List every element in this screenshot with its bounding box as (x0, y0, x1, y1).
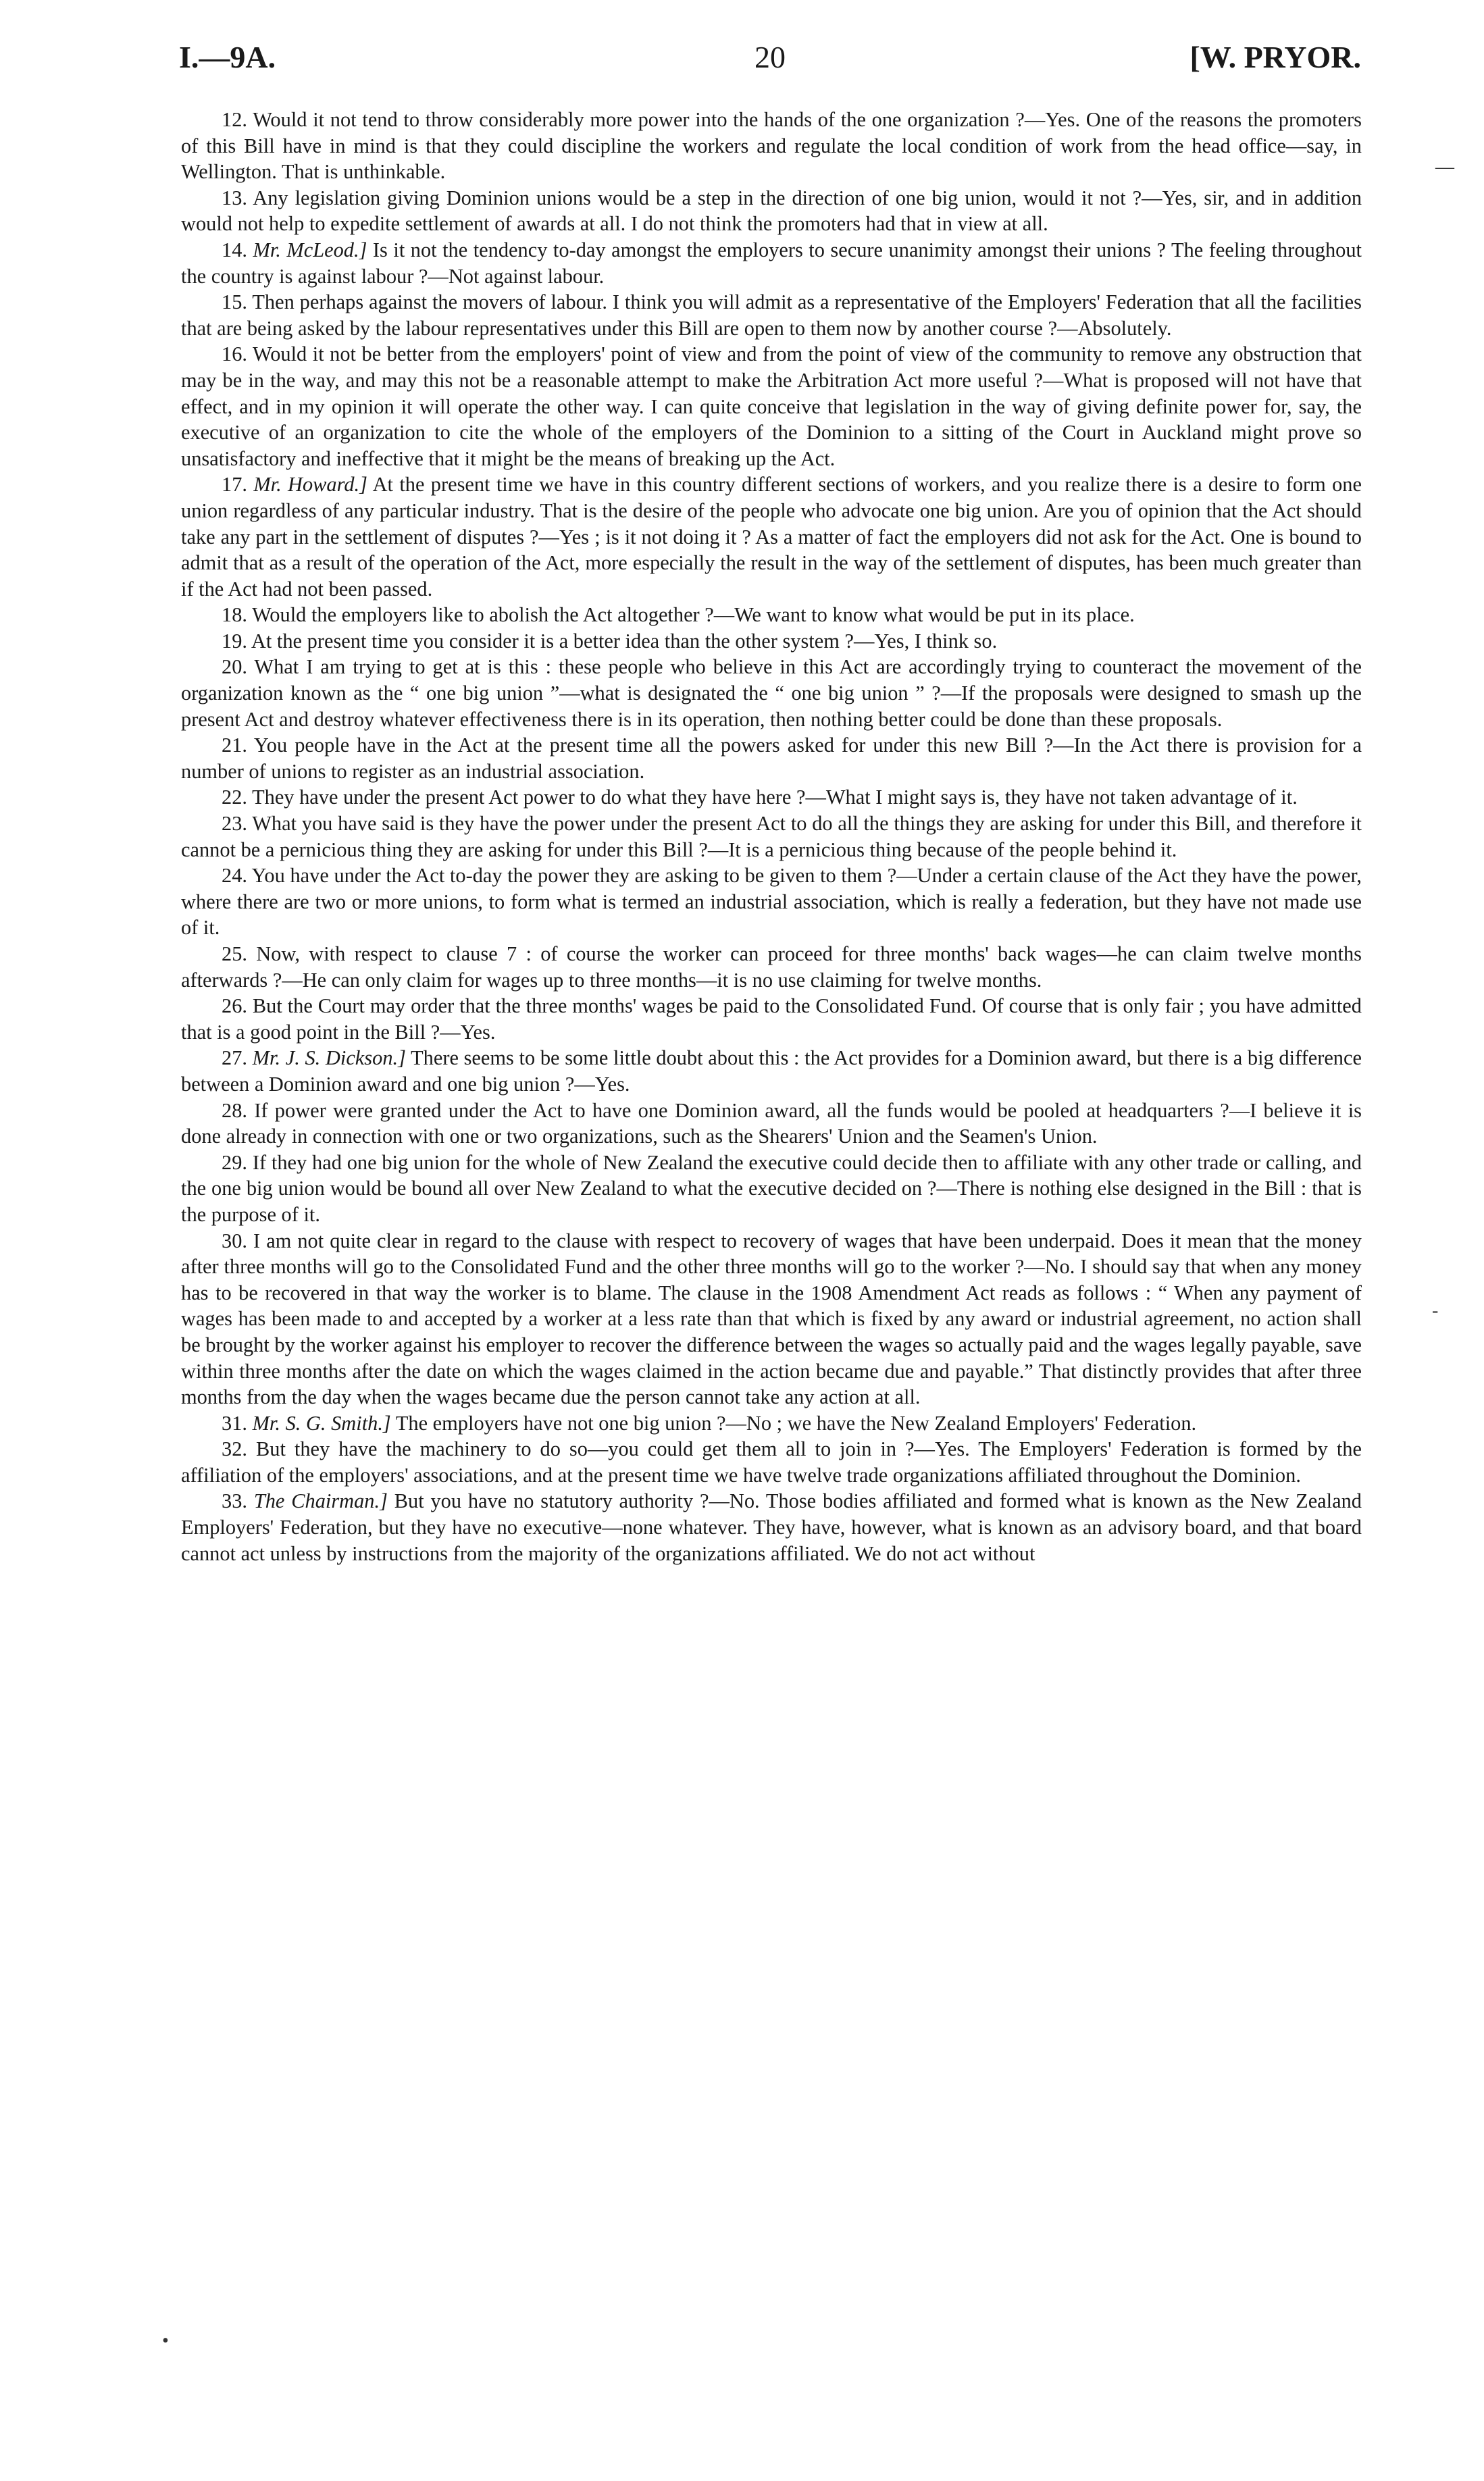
question-number: 20. (222, 655, 247, 679)
question-paragraph (181, 863, 1362, 941)
question-number: 15. (222, 290, 247, 314)
question-number: 33. (222, 1489, 247, 1513)
question-number: 29. (222, 1150, 247, 1174)
question-paragraph (181, 471, 1362, 602)
paragraph-text: What I am trying to get at is this : these people who believe in this Act are accordingly trying to counteract the movement of the organization known as the “ one big union ”—what is designated the “ one big union ” ?—If the proposals were designed to smash up the present Act and destroy whatever effectiveness there is in its operation, then nothing better could be done than these proposals. (181, 655, 1362, 731)
speaker-name: Mr. S. G. Smith.] (252, 1411, 391, 1435)
question-number: 18. (222, 603, 247, 627)
question-number: 21. (222, 734, 247, 757)
question-paragraph (181, 784, 1362, 811)
paragraph-text: The employers have not one big union ?—No ; we have the New Zealand Employers' Federation. (395, 1411, 1197, 1435)
question-number: 13. (222, 186, 247, 209)
body-text (181, 107, 1362, 1566)
question-paragraph (181, 1436, 1362, 1488)
question-paragraph (181, 602, 1362, 628)
question-paragraph (181, 1228, 1362, 1410)
question-paragraph (181, 941, 1362, 993)
question-paragraph (181, 237, 1362, 289)
question-number: 25. (222, 942, 247, 965)
question-paragraph (181, 1045, 1362, 1097)
question-number: 14. (222, 238, 247, 261)
document-reference: I.—9A. (179, 40, 276, 74)
page-number: 20 (754, 40, 786, 74)
question-paragraph (181, 289, 1362, 341)
question-paragraph (181, 732, 1362, 784)
question-paragraph (181, 1098, 1362, 1150)
paragraph-text: Would the employers like to abolish the Act altogether ?—We want to know what would be put in its place. (252, 603, 1135, 627)
paragraph-text: At the present time we have in this country different sections of workers, and you realize there is a desire to form one union regardless of any particular industry. That is the desire of the people who advocate one big union. Are you of opinion that the Act should take any part in the settlement of disputes ?—Yes ; is it not doing it ? As a matter of fact the employers did not ask for the Act. One is bound to admit that as a result of the operation of the Act, more especially the result in the way of the settlement of disputes, has been much greater than if the Act had not been passed. (181, 473, 1362, 600)
paragraph-text: They have under the present Act power to do what they have here ?—What I might says is, they have not taken advantage of it. (252, 786, 1298, 809)
question-paragraph (181, 107, 1362, 185)
question-number: 12. (222, 108, 247, 131)
question-paragraph (181, 341, 1362, 471)
question-number: 24. (222, 864, 247, 888)
page-header (179, 39, 1361, 86)
speaker-name: Mr. J. S. Dickson.] (252, 1046, 406, 1070)
paragraph-text: Then perhaps against the movers of labour. I think you will admit as a representative of the Employers' Federation that all the facilities that are being asked by the labour representatives under this Bill are open to them now by another course ?—Absolutely. (181, 290, 1362, 340)
question-paragraph (181, 185, 1362, 237)
paragraph-text: What you have said is they have the power under the present Act to do all the things they are asking for under this Bill, and therefore it cannot be a pernicious thing they are asking for under this Bill ?—It is a pernicious thing because of the people behind it. (181, 812, 1362, 861)
question-paragraph (181, 1488, 1362, 1566)
question-paragraph (181, 1410, 1362, 1437)
paragraph-text: But the Court may order that the three months' wages be paid to the Consolidated Fund. Of course that is only fair ; you have admitted that is a good point in the Bill ?—Yes. (181, 994, 1362, 1044)
question-number: 32. (222, 1437, 247, 1461)
question-number: 23. (222, 812, 247, 836)
margin-mark-tick: ‐ (1432, 1300, 1439, 1321)
paragraph-text: You people have in the Act at the present time all the powers asked for under this new Bill ?—In the Act there is provision for a number of unions to register as an industrial association. (181, 734, 1362, 783)
paragraph-text: Any legislation giving Dominion unions would be a step in the direction of one big union, would it not ?—Yes, sir, and in addition would not help to expedite settlement of awards at all. I do not think the promoters had that in view at all. (181, 186, 1362, 236)
speaker-name: Mr. McLeod.] (253, 238, 367, 261)
witness-name: [W. PRYOR. (1189, 40, 1361, 74)
speaker-name: Mr. Howard.] (253, 473, 367, 496)
question-paragraph (181, 654, 1362, 732)
paragraph-text: Now, with respect to clause 7 : of course the worker can proceed for three months' back wages—he can claim twelve months afterwards ?—He can only claim for wages up to three months—it is no use claiming for twelve months. (181, 942, 1362, 992)
speaker-name: The Chairman.] (253, 1489, 388, 1513)
paragraph-text: But they have the machinery to do so—you could get them all to join in ?—Yes. The Employers' Federation is formed by the affiliation of the employers' associations, and at the present time we have twelve trade organizations affiliated throughout the Dominion. (181, 1437, 1362, 1487)
question-paragraph (181, 993, 1362, 1045)
paragraph-text: You have under the Act to-day the power they are asking to be given to them ?—Under a certain clause of the Act they have the power, where there are two or more unions, to form what is termed an industrial association, which is really a federation, but they have not made use of it. (181, 864, 1362, 940)
question-paragraph (181, 1150, 1362, 1228)
question-number: 31. (222, 1411, 247, 1435)
paragraph-text: If power were granted under the Act to have one Dominion award, all the funds would be pooled at headquarters ?—I believe it is done already in connection with one or two organizations, such as the Shearers' Union and the Seamen's Union. (181, 1098, 1362, 1148)
margin-mark-dot: • (162, 2330, 169, 2351)
question-paragraph (181, 628, 1362, 655)
paragraph-text: If they had one big union for the whole of New Zealand the executive could decide then to affiliate with any other trade or calling, and the one big union would be bound all over New Zealand to what the executive decided on ?—There is nothing else designed in the Bill : that is the purpose of it. (181, 1150, 1362, 1226)
question-number: 16. (222, 342, 247, 366)
paragraph-text: Would it not be better from the employers' point of view and from the point of view of the community to remove any obstruction that may be in the way, and may this not be a reasonable attempt to make the Arbitration Act more useful ?—What is proposed will not have that effect, and in my opinion it will operate the other way. I can quite conceive that legislation in the way of giving definite power for, say, the executive of an organization to cite the whole of the employers of the Dominion to a sitting of the Court in Auckland might prove so unsatisfactory and ineffective that it might be the means of breaking up the Act. (181, 342, 1362, 470)
paragraph-text: There seems to be some little doubt about this : the Act provides for a Dominion award, but there is a big difference between a Dominion award and one big union ?—Yes. (181, 1046, 1362, 1096)
question-number: 17. (222, 473, 247, 496)
margin-mark-dash: — (1435, 157, 1454, 178)
paragraph-text: Would it not tend to throw considerably more power into the hands of the one organization ?—Yes. One of the reasons the promoters of this Bill have in mind is that they could discipline the workers and regulate the local condition of work from the head office—say, in Wellington. That is unthinkable. (181, 108, 1362, 184)
question-number: 30. (222, 1229, 247, 1252)
question-number: 19. (222, 629, 247, 653)
question-number: 26. (222, 994, 247, 1018)
question-number: 22. (222, 786, 247, 809)
paragraph-text: Is it not the tendency to-day amongst the employers to secure unanimity amongst their unions ? The feeling throughout the country is against labour ?—Not against labour. (181, 238, 1362, 288)
paragraph-text: I am not quite clear in regard to the clause with respect to recovery of wages that have been underpaid. Does it mean that the money after three months will go to the Consolidated Fund and the other three months will go to the worker ?—No. I should say that when any money has to be recovered in that way the worker is to blame. The clause in the 1908 Amendment Act reads as follows : “ When any payment of wages has been made to and accepted by a worker at a less rate than that which is fixed by any award or industrial agreement, no action shall be brought by the worker against his employer to recover the difference between the wages so actually paid and the wages legally payable, save within three months after the date on which the wages claimed in the action became due and payable.” That distinctly provides that after three months from the day when the wages became due the person cannot take any action at all. (181, 1229, 1362, 1409)
paragraph-text: At the present time you consider it is a better idea than the other system ?—Yes, I think so. (251, 629, 998, 653)
question-number: 28. (222, 1098, 247, 1122)
paragraph-text: But you have no statutory authority ?—No. Those bodies affiliated and formed what is known as the New Zealand Employers' Federation, but they have no executive—none whatever. They have, however, what is known as an advisory board, and that board cannot act unless by instructions from the majority of the organizations affiliated. We do not act without (181, 1489, 1362, 1565)
question-paragraph (181, 811, 1362, 863)
question-number: 27. (222, 1046, 247, 1070)
